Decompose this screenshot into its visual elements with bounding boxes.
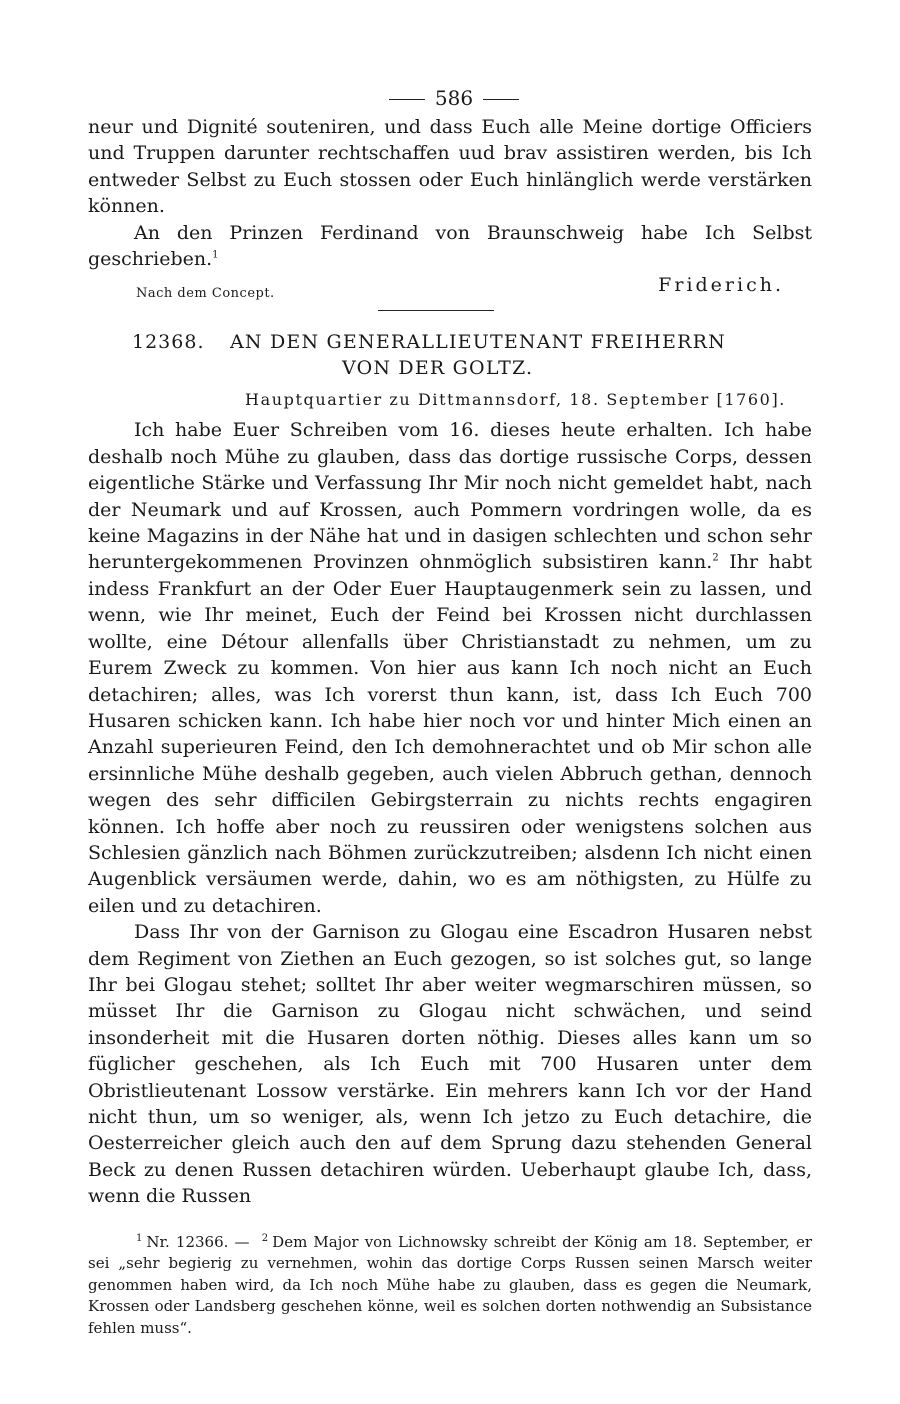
- header-dash-right: [483, 99, 519, 100]
- letter-paragraph-1-rest: Ihr habt indess Frankfurt an der Oder Euer Hauptaugenmerk sein zu lassen, und wenn, wie Ihr meinet, Euch der Feind bei Krossen nicht durchlassen wollte, eine Détour allenfalls über Christianstadt zu nehmen, um zu Eurem Zweck zu kommen. Von hier aus kann Ich noch nicht an Euch detachiren; alles, was Ich vorerst thun kann, ist, dass Ich Euch 700 Husaren schicken kann. Ich habe hier noch vor und hinter Mich einen an Anzahl superieuren Feind, den Ich demohnerachtet und ob Mir schon alle ersinnliche Mühe deshalb gegeben, auch vielen Abbruch gethan, dennoch wegen des sehr difficilen Gebirgsterrain zu nichts rechts engagiren können. Ich hoffe aber noch zu reussiren oder wenigstens solchen aus Schlesien gänzlich nach Böhmen zurückzutreiben; alsdenn Ich nicht einen Augenblick versäumen werde, dahin, wo es am nöthigsten, zu Hülfe zu eilen und zu detachiren.: [88, 551, 812, 917]
- letter-paragraph-1: [88, 417, 812, 919]
- letter-dateline: Hauptquartier zu Dittmannsdorf, 18. September [1760].: [245, 390, 786, 410]
- footnote-ref-1: 1: [212, 249, 219, 261]
- letter-paragraph-1-start: Ich habe Euer Schreiben vom 16. dieses heute erhalten. Ich habe deshalb noch Mühe zu glauben, dass das dortige russische Corps, dessen eigentliche Stärke und Verfassung Ihr Mir noch nicht gemeldet habt, nach der Neumark und auf Krossen, auch Pommern vordringen wolle, da es keine Magazins in der Nähe hat und in dasigen schlechten und schon sehr heruntergekommenen Provinzen ohnmöglich subsistiren kann.: [88, 419, 812, 574]
- opening-paragraph-2-text: An den Prinzen Ferdinand von Braunschweig habe Ich Selbst geschrieben.: [88, 221, 812, 271]
- section-divider: [378, 310, 494, 311]
- signature: Friderich.: [658, 274, 784, 297]
- header-dash-left: [389, 99, 425, 100]
- letter-body: [88, 417, 812, 1209]
- letter-title-line-1: AN DEN GENERALLIEUTENANT FREIHERRN: [230, 331, 726, 354]
- signature-row: [88, 274, 812, 304]
- footnote-block: [88, 1232, 812, 1340]
- letter-title-line-2: VON DER GOLTZ.: [342, 357, 534, 380]
- footnote-1-mark: 1: [136, 1232, 143, 1244]
- letter-heading: [88, 329, 812, 381]
- opening-paragraph: neur und Dignité souteniren, und dass Euch alle Meine dortige Officiers und Truppen darunter rechtschaffen uud brav assistiren werden, bis Ich entweder Selbst zu Euch stossen oder Euch hinlänglich werde verstärken können.: [88, 116, 812, 218]
- opening-paragraph-2: [88, 220, 812, 273]
- letter-paragraph-2: Dass Ihr von der Garnison zu Glogau eine Escadron Husaren nebst dem Regiment von Ziethen an Euch gezogen, so ist solches gut, so lange Ihr bei Glogau stehet; solltet Ihr aber weiter wegmarschiren müssen, so müsset Ihr die Garnison zu Glogau nicht schwächen, und seind insonderheit mit die Husaren dorten nöthig. Dieses alles kann um so füglicher geschehen, als Ich Euch mit 700 Husaren unter dem Obristlieutenant Lossow verstärke. Ein mehrers kann Ich vor der Hand nicht thun, um so weniger, als, wenn Ich jetzo zu Euch detachire, die Oesterreicher gleich auch den auf dem Sprung dazu stehenden General Beck zu denen Russen detachiren würden. Ueberhaupt glaube Ich, dass, wenn die Russen: [88, 921, 812, 1208]
- footnote-2-text: Dem Major von Lichnowsky schreibt der König am 18. September, er sei „sehr begierig zu vernehmen, wohin das dortige Corps Russen seinen Marsch weiter genommen haben wird, da Ich noch Mühe habe zu glauben, dass es gegen die Neumark, Krossen oder Landsberg geschehen könne, weil es solchen dorten nothwendig an Subsistance fehlen muss“.: [88, 1232, 812, 1337]
- page-header: [96, 82, 812, 114]
- footnote-1-text: Nr. 12366. —: [146, 1232, 250, 1251]
- footnote-ref-2: 2: [712, 553, 719, 565]
- page-number: 586: [434, 86, 474, 110]
- letter-number: 12368.: [132, 331, 205, 354]
- source-note: Nach dem Concept.: [136, 286, 275, 302]
- footnotes: [88, 1232, 812, 1340]
- document-page: [88, 82, 812, 1339]
- opening-text: [88, 114, 812, 272]
- footnote-2-mark: 2: [261, 1232, 269, 1244]
